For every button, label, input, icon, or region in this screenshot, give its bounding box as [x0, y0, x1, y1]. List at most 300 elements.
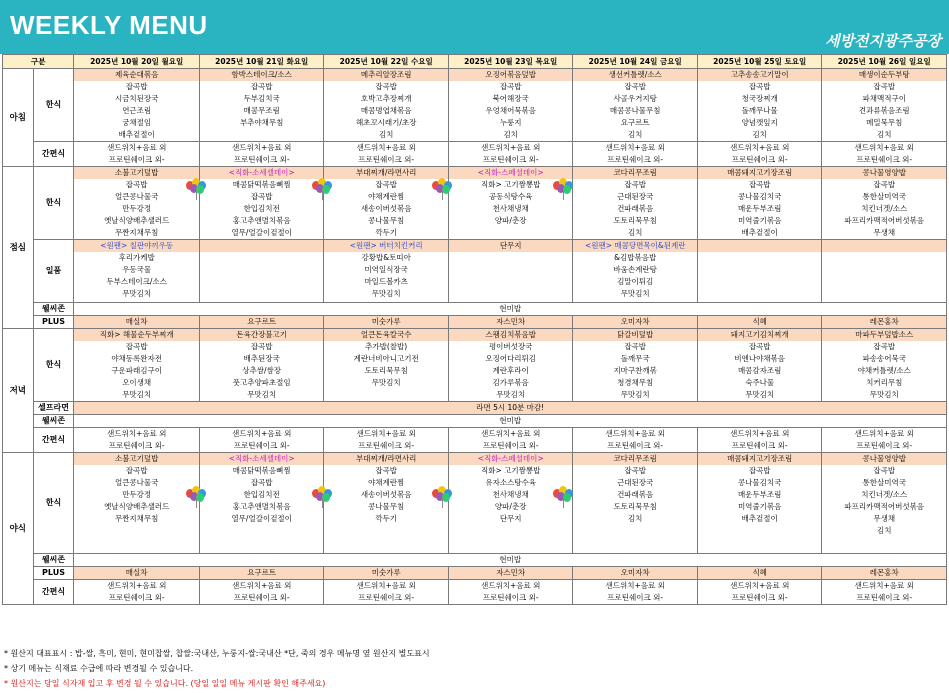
balloon-icon	[312, 178, 334, 200]
plus-drink: 식혜	[697, 567, 822, 580]
menu-item: 직화> 고기짬뽕밥	[480, 466, 541, 475]
menu-item: 무맛김치	[869, 390, 899, 399]
header-day: 2025년 10월 24일 금요일	[573, 55, 698, 69]
plus-drink: 미숫가루	[324, 316, 449, 329]
menu-item: 콩나물무침	[368, 502, 405, 511]
menu-cell	[697, 167, 822, 240]
meal-label: 저녁	[3, 329, 34, 453]
header-day: 2025년 10월 20일 월요일	[74, 55, 200, 69]
span-cell: 라면 5시 10분 마감!	[74, 402, 947, 415]
menu-item	[200, 288, 324, 300]
menu-item: 요구르트	[620, 118, 650, 127]
menu-cell	[324, 453, 449, 554]
menu-item: 건파래볶음	[617, 204, 654, 213]
menu-item	[74, 525, 199, 537]
menu-item: 옛날식양배추샐러드	[104, 502, 170, 511]
menu-item: 소불고기덮밥	[74, 167, 199, 179]
menu-item: 무맛김치	[745, 390, 775, 399]
course-label: 간편식	[33, 580, 74, 605]
header-day: 2025년 10월 23일 목요일	[448, 55, 573, 69]
menu-item: 얼큰돈육칼국수	[324, 329, 448, 341]
menu-item: 후리가케밥	[118, 253, 155, 262]
menu-item: 무맛김치	[247, 390, 277, 399]
menu-item: 김치	[503, 130, 518, 139]
menu-item: 매콤돼지고기장조림	[698, 167, 822, 179]
menu-item: 치킨너겟/소스	[861, 490, 908, 499]
menu-cell	[74, 329, 200, 402]
menu-item: 청국장찌개	[741, 94, 778, 103]
menu-cell	[822, 167, 947, 240]
menu-item	[449, 264, 573, 276]
menu-item: 샌드위치+음료 외	[231, 581, 292, 590]
plus-drink: 오미자차	[573, 567, 698, 580]
menu-item	[449, 288, 573, 300]
menu-item: 프로틴쉐이크 외-	[108, 593, 165, 602]
menu-item: 매운두부조림	[737, 490, 782, 499]
menu-cell	[324, 69, 449, 142]
balloon-icon	[312, 486, 334, 508]
menu-item: 매콤명엽채볶음	[360, 106, 412, 115]
menu-cell	[573, 329, 698, 402]
menu-item: 오징어다리튀김	[485, 354, 537, 363]
menu-item: 프로틴쉐이크 외-	[358, 593, 415, 602]
menu-item: 우엉채어묵볶음	[485, 106, 537, 115]
menu-cell	[74, 69, 200, 142]
menu-item: 잡곡밥	[499, 82, 522, 91]
course-label: 간편식	[33, 142, 74, 167]
menu-cell	[74, 240, 200, 303]
menu-item: 미역일식장국	[364, 265, 408, 274]
menu-cell	[697, 142, 822, 167]
menu-item: 프로틴쉐이크 외-	[358, 155, 415, 164]
menu-item: 한입김치전	[243, 490, 280, 499]
menu-cell	[822, 329, 947, 402]
menu-item: 샌드위치+음료 외	[729, 143, 790, 152]
menu-item: 프로틴쉐이크 외-	[731, 155, 788, 164]
menu-item: 계란너비아니고기전	[353, 354, 419, 363]
menu-item: 고추송송고기말이	[698, 69, 822, 81]
menu-item: 무맛김치	[371, 289, 401, 298]
menu-cell	[448, 580, 573, 605]
footer-notes	[4, 646, 430, 691]
menu-item	[449, 227, 573, 239]
menu-item: 연근조림	[122, 106, 152, 115]
menu-item	[698, 252, 822, 264]
menu-cell	[697, 580, 822, 605]
menu-cell	[822, 240, 947, 303]
header-day: 2025년 10월 26일 일요일	[822, 55, 947, 69]
menu-item	[200, 525, 324, 537]
menu-item	[822, 288, 946, 300]
menu-item: &김밥볶음밥	[614, 253, 657, 262]
menu-item: 직화> 고기짬뽕밥	[480, 180, 541, 189]
course-label: 한식	[33, 167, 74, 240]
menu-item	[200, 240, 324, 252]
menu-cell	[573, 580, 698, 605]
menu-item: 새송이버섯볶음	[360, 204, 412, 213]
menu-item: 샌드위치+음료 외	[231, 143, 292, 152]
menu-item: 근대된장국	[617, 478, 654, 487]
course-label: 한식	[33, 69, 74, 142]
balloon-icon	[432, 178, 454, 200]
menu-cell	[822, 142, 947, 167]
menu-cell	[573, 428, 698, 453]
menu-cell	[74, 167, 200, 240]
menu-item: 야채계란찜	[368, 192, 405, 201]
menu-item: 잡곡밥	[624, 180, 647, 189]
menu-cell	[573, 142, 698, 167]
menu-item: 프로틴쉐이크 외-	[731, 593, 788, 602]
menu-item: 코다리무조림	[573, 453, 697, 465]
menu-cell	[199, 453, 324, 554]
menu-item: 무짠지채무침	[114, 514, 159, 523]
menu-item: 잡곡밥	[873, 82, 896, 91]
menu-cell	[448, 329, 573, 402]
menu-item	[200, 276, 324, 288]
plus-drink: 미숫가루	[324, 567, 449, 580]
menu-item: 프로틴쉐이크 외-	[108, 441, 165, 450]
menu-item: 배추된장국	[243, 354, 280, 363]
menu-cell	[199, 142, 324, 167]
menu-item: 프로틴쉐이크 외-	[233, 155, 290, 164]
plus-drink: 자스민차	[448, 316, 573, 329]
menu-item: 콩나물김치국	[737, 192, 782, 201]
menu-item: 만두강정	[122, 490, 152, 499]
menu-item: 야채계란찜	[368, 478, 405, 487]
menu-item: 양파/춘장	[494, 216, 527, 225]
menu-cell	[324, 240, 449, 303]
menu-item: 함박스테이크/소스	[200, 69, 324, 81]
menu-item: 코다리무조림	[573, 167, 697, 179]
menu-item: 샌드위치+음료 외	[729, 581, 790, 590]
menu-item: 무맛김치	[371, 378, 401, 387]
course-label: 간편식	[33, 428, 74, 453]
menu-item: 잡곡밥	[125, 342, 148, 351]
menu-item: 바움손계란탕	[613, 265, 657, 274]
menu-cell	[448, 142, 573, 167]
balloon-icon	[186, 486, 208, 508]
menu-item: 배추겉절이	[118, 130, 155, 139]
menu-item: 김치	[627, 228, 643, 237]
brand-logo-text: 세방전지광주공장	[825, 32, 941, 50]
menu-item	[822, 276, 946, 288]
menu-item: 공동식탕수육	[488, 192, 533, 201]
menu-item: 홍고추앤멸치볶음	[232, 502, 291, 511]
menu-cell	[324, 167, 449, 240]
menu-item: 샌드위치+음료 외	[605, 143, 665, 152]
menu-item: 한입김치전	[243, 204, 280, 213]
menu-item: 매콤콩나물무침	[609, 106, 661, 115]
menu-cell	[448, 240, 573, 303]
menu-item: 열무/얼갈이겉절이	[231, 228, 292, 237]
header-day: 2025년 10월 25일 토요일	[697, 55, 822, 69]
menu-cell	[199, 580, 324, 605]
menu-cell	[324, 428, 449, 453]
menu-item: 파프리카맥적어버섯볶음	[844, 216, 925, 225]
menu-item: 콩나물영양밥	[822, 167, 946, 179]
menu-item: <직화-소세셀데이>	[200, 167, 324, 179]
menu-cell	[324, 580, 449, 605]
menu-cell	[822, 580, 947, 605]
menu-cell	[448, 428, 573, 453]
menu-item: 매콤닭떡볶음뼈찜	[232, 180, 291, 189]
menu-item: 잡곡밥	[375, 82, 398, 91]
menu-item: 해초꼬시래기/초장	[355, 118, 417, 127]
menu-item: 오징어볶음덮밥	[449, 69, 573, 81]
menu-item: 양념깻잎지	[741, 118, 778, 127]
header-day: 2025년 10월 22일 수요일	[324, 55, 449, 69]
menu-item: 프로틴쉐이크 외-	[856, 441, 913, 450]
menu-cell	[199, 69, 324, 142]
menu-item: 잡곡밥	[624, 82, 647, 91]
menu-item: 샌드위치+음료 외	[106, 143, 167, 152]
menu-item: 옛날식양배추샐러드	[104, 216, 170, 225]
menu-cell	[573, 69, 698, 142]
menu-item: 샌드위치+음료 외	[480, 429, 541, 438]
menu-item	[449, 276, 573, 288]
menu-item	[822, 252, 946, 264]
balloon-icon	[553, 178, 575, 200]
menu-item: 무생채	[873, 514, 896, 523]
menu-item	[200, 129, 324, 141]
course-label: PLUS	[33, 567, 74, 580]
menu-item: 잡곡밥	[250, 342, 273, 351]
menu-item: 홍고추앤멸치볶음	[232, 216, 291, 225]
menu-item: 계란후라이	[492, 366, 529, 375]
menu-item: 프로틴쉐이크 외-	[607, 155, 664, 164]
menu-item: 강황밥&토띠아	[361, 253, 411, 262]
menu-item: 프로틴쉐이크 외-	[482, 593, 539, 602]
menu-item: 프로틴쉐이크 외-	[856, 593, 913, 602]
menu-item: 미역줄기볶음	[737, 216, 782, 225]
menu-item: 샌드위치+음료 외	[854, 429, 914, 438]
menu-cell	[199, 428, 324, 453]
menu-item	[698, 240, 822, 252]
menu-item: 샌드위치+음료 외	[480, 143, 541, 152]
menu-item: 우동국물	[122, 265, 152, 274]
menu-item: 파프리카맥적어버섯볶음	[844, 502, 925, 511]
menu-item: <원팬> 매콤당면목이&된계란	[573, 240, 697, 252]
menu-item: 샌드위치+음료 외	[605, 429, 665, 438]
menu-item: 도토리묵무침	[613, 502, 657, 511]
menu-item: 메밀묵무침	[866, 118, 903, 127]
menu-item: 샌드위치+음료 외	[729, 429, 790, 438]
plus-drink: 식혜	[697, 316, 822, 329]
menu-item: 무맛김치	[496, 390, 526, 399]
menu-item: 김치	[378, 130, 394, 139]
balloon-icon	[553, 486, 575, 508]
menu-item: 샌드위치+음료 외	[356, 581, 416, 590]
menu-item: 무맛김치	[122, 390, 152, 399]
menu-item	[200, 252, 324, 264]
menu-item: 매콤무조림	[243, 106, 280, 115]
menu-item: 김치	[752, 130, 767, 139]
menu-item: 콩나물영양밥	[822, 453, 946, 465]
menu-cell	[74, 580, 200, 605]
menu-cell	[697, 453, 822, 554]
menu-item	[822, 264, 946, 276]
menu-item: 무생채	[873, 228, 896, 237]
menu-item: 잡곡밥	[748, 82, 771, 91]
menu-item: 샌드위치+음료 외	[231, 429, 292, 438]
menu-item: 두부김치국	[243, 94, 280, 103]
menu-item: 프로틴쉐이크 외-	[108, 155, 165, 164]
menu-item: 콩나물무침	[368, 216, 405, 225]
menu-item: 잡곡밥	[125, 180, 148, 189]
menu-item: 생선커틀렛/소스	[573, 69, 697, 81]
menu-table-wrap	[2, 54, 947, 605]
menu-cell	[74, 453, 200, 554]
menu-item: 평이버섯장국	[488, 342, 533, 351]
menu-item: 근대된장국	[617, 192, 654, 201]
menu-cell	[822, 453, 947, 554]
menu-item: 샌드위치+음료 외	[356, 429, 416, 438]
menu-item: 구운파래김구이	[111, 366, 163, 375]
page-title: WEEKLY MENU	[10, 10, 208, 40]
menu-item: 깍두기	[375, 514, 398, 523]
menu-item: 단무지	[449, 240, 573, 252]
menu-item: <직화-소세셀데이>	[200, 453, 324, 465]
footer-warning-note: * 원산지는 당일 식자재 입고 후 변경 될 수 있습니다. (당일 일일 메뉴 게시판 확인 해주세요)	[4, 679, 326, 688]
menu-item: 잡곡밥	[624, 342, 647, 351]
menu-item: 스팸김치볶음밥	[449, 329, 573, 341]
menu-item: 프로틴쉐이크 외-	[482, 441, 539, 450]
menu-item	[822, 240, 946, 252]
menu-item: 돼지고기김치찌개	[698, 329, 822, 341]
menu-item: 잡곡밥	[873, 342, 896, 351]
menu-cell	[697, 69, 822, 142]
menu-item: 천사채냉채	[492, 204, 529, 213]
menu-item: 잡곡밥	[748, 342, 771, 351]
menu-item: 샌드위치+음료 외	[356, 143, 416, 152]
menu-item: 통한살미역국	[862, 192, 906, 201]
menu-item: 단무지	[499, 514, 522, 523]
menu-item: 매콤닭떡볶음뼈찜	[232, 466, 291, 475]
menu-item: 양파/춘장	[494, 502, 527, 511]
menu-item: <직화-스페셜데이>	[449, 453, 573, 465]
menu-item: 소불고기덮밥	[74, 453, 199, 465]
menu-item: 얼큰콩나물국	[114, 478, 159, 487]
menu-item: 돌깨무국	[620, 354, 650, 363]
menu-item: 잡곡밥	[873, 466, 896, 475]
menu-item: 부추야채무침	[239, 118, 284, 127]
menu-cell	[324, 329, 449, 402]
menu-item: <직화-스페셜데이>	[449, 167, 573, 179]
menu-item: 누룽지	[499, 118, 522, 127]
menu-item: 매운두부조림	[737, 204, 782, 213]
menu-item	[698, 264, 822, 276]
course-label: 셀프라면	[33, 402, 74, 415]
menu-item: 샌드위치+음료 외	[106, 581, 167, 590]
menu-item: 김말이튀김	[617, 277, 654, 286]
menu-item: 콩나물김치국	[737, 478, 782, 487]
menu-item: 무맛김치	[122, 289, 152, 298]
menu-item: 두부스테이크/소스	[106, 277, 167, 286]
menu-item	[698, 288, 822, 300]
meal-label: 점심	[3, 167, 34, 329]
menu-item: <원팬> 버터치킨커리	[324, 240, 448, 252]
menu-item: 김치	[627, 130, 643, 139]
menu-item: 얼큰콩나물국	[114, 192, 159, 201]
menu-item: 매콤감자조림	[737, 366, 782, 375]
menu-item: 돌깨무나물	[741, 106, 778, 115]
menu-item: 열무/얼갈이겉절이	[231, 514, 292, 523]
menu-item: 마파두부덮밥소스	[822, 329, 946, 341]
meal-label: 야식	[3, 453, 34, 605]
span-cell: 현미밥	[74, 554, 947, 567]
course-label: PLUS	[33, 316, 74, 329]
menu-item: 파송송어묵국	[862, 354, 906, 363]
menu-item: 잡곡밥	[748, 466, 771, 475]
menu-item: 북어해장국	[492, 94, 529, 103]
menu-item: 지마구찬깨볶	[613, 366, 657, 375]
menu-cell	[573, 167, 698, 240]
menu-cell	[199, 240, 324, 303]
menu-item: 닭갈비덮밥	[573, 329, 697, 341]
menu-cell	[697, 329, 822, 402]
menu-item: 김치	[876, 130, 892, 139]
menu-item: 매생이순두부탕	[822, 69, 946, 81]
menu-item: 유자소스탕수육	[485, 478, 537, 487]
menu-item: 만두강정	[122, 204, 152, 213]
menu-item: 청경채무침	[617, 378, 654, 387]
span-cell: 현미밥	[74, 303, 947, 316]
menu-item: 치커리무침	[866, 378, 903, 387]
plus-drink: 요구르트	[199, 316, 324, 329]
menu-item: 직화> 해물순두부찌개	[74, 329, 199, 341]
footer-origin-note: * 원산지 대표표시 : 밥-쌀, 흑미, 현미, 현미찹쌀, 찹쌀:국내산, 누룽지-쌀:국내산 *단, 죽의 경우 메뉴명 옆 원산지 별도표시	[4, 649, 430, 658]
header-corner: 구분	[3, 55, 74, 69]
menu-item: 숙주나물	[745, 378, 775, 387]
menu-item: 잡곡밥	[125, 82, 148, 91]
menu-cell	[74, 142, 200, 167]
plus-drink: 매실차	[74, 316, 200, 329]
menu-cell	[822, 69, 947, 142]
menu-item: 무짠지채무침	[114, 228, 159, 237]
header-day: 2025년 10월 21일 화요일	[199, 55, 324, 69]
menu-item: 프로틴쉐이크 외-	[856, 155, 913, 164]
menu-item: 도토리묵무침	[364, 366, 408, 375]
menu-item: 잡곡밥	[250, 478, 273, 487]
plus-drink: 매실차	[74, 567, 200, 580]
menu-cell	[573, 240, 698, 303]
menu-item: 샌드위치+음료 외	[480, 581, 541, 590]
course-label: 한식	[33, 329, 74, 402]
menu-cell	[448, 69, 573, 142]
course-label: 한식	[33, 453, 74, 554]
menu-item: 시금치된장국	[114, 94, 159, 103]
menu-item: 야채커틀렛/소스	[857, 366, 911, 375]
menu-item: 프로틴쉐이크 외-	[731, 441, 788, 450]
menu-item: 샌드위치+음료 외	[605, 581, 665, 590]
menu-item: 잡곡밥	[624, 466, 647, 475]
menu-item: 부대찌개/라면사리	[324, 453, 448, 465]
plus-drink: 오미자차	[573, 316, 698, 329]
menu-item: 부대찌개/라면사리	[324, 167, 448, 179]
menu-item: 오이생채	[122, 378, 152, 387]
menu-cell	[822, 428, 947, 453]
menu-item: <원팬> 칠판야끼우동	[74, 240, 199, 252]
menu-item: 미역줄기볶음	[737, 502, 782, 511]
plus-drink: 레몬홍차	[822, 567, 947, 580]
menu-cell	[199, 167, 324, 240]
menu-item	[449, 525, 573, 537]
menu-item: 프로틴쉐이크 외-	[607, 593, 664, 602]
menu-item: 프로틴쉐이크 외-	[233, 441, 290, 450]
course-label: 웰씨존	[33, 554, 74, 567]
menu-item: 잡곡밥	[125, 466, 148, 475]
menu-item: 치킨너겟/소스	[861, 204, 908, 213]
